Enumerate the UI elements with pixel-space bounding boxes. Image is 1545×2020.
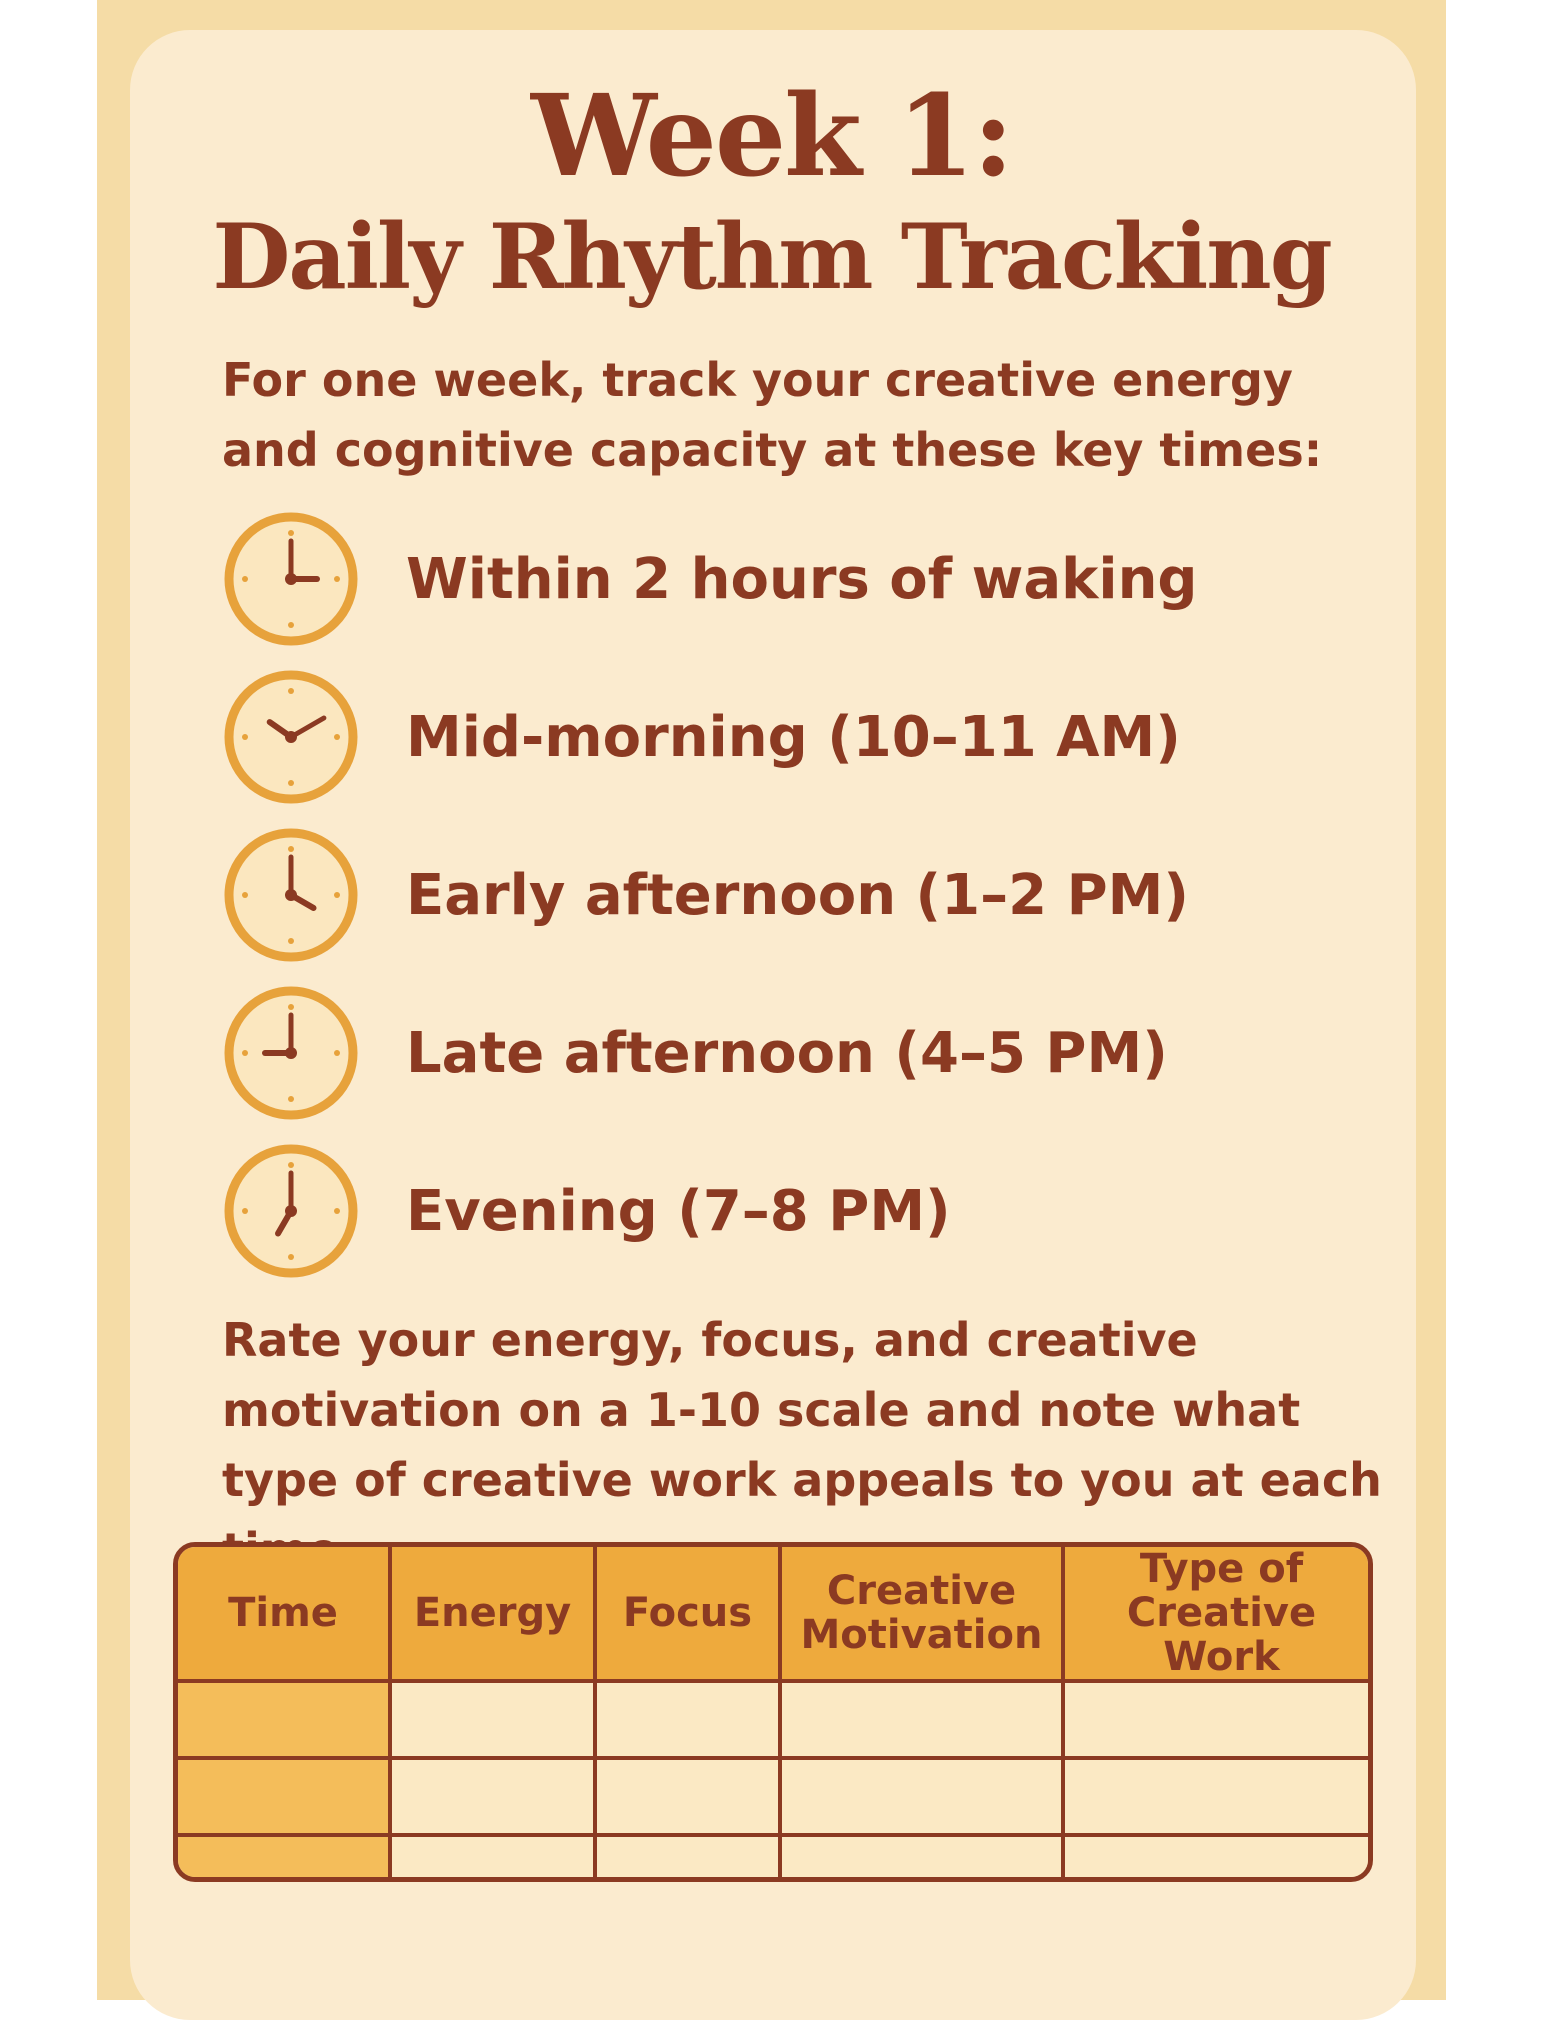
motivation-cell[interactable]	[780, 1681, 1063, 1758]
energy-cell[interactable]	[390, 1758, 595, 1835]
header-energy: Energy	[390, 1547, 595, 1681]
header-creative-motivation: Creative Motivation	[780, 1547, 1063, 1681]
work-type-cell[interactable]	[1063, 1758, 1373, 1835]
header-time: Time	[178, 1547, 390, 1681]
table-row	[178, 1758, 1373, 1835]
energy-cell[interactable]	[390, 1681, 595, 1758]
clock-icon	[222, 510, 360, 648]
time-item	[222, 826, 1372, 966]
time-label: Late afternoon (4–5 PM)	[406, 1021, 1168, 1086]
clock-icon	[222, 826, 360, 964]
time-item	[222, 984, 1372, 1124]
energy-cell[interactable]	[390, 1835, 595, 1882]
page-subtitle: Daily Rhythm Tracking	[212, 204, 1331, 310]
time-label: Within 2 hours of waking	[406, 547, 1198, 612]
table-row	[178, 1835, 1373, 1882]
focus-cell[interactable]	[595, 1835, 780, 1882]
time-label: Evening (7–8 PM)	[406, 1179, 951, 1244]
tracking-table	[173, 1542, 1373, 1882]
motivation-cell[interactable]	[780, 1835, 1063, 1882]
focus-cell[interactable]	[595, 1758, 780, 1835]
intro-text: For one week, track your creative energy and cognitive capacity at these key times:	[222, 353, 1323, 477]
time-item	[222, 1142, 1372, 1282]
focus-cell[interactable]	[595, 1681, 780, 1758]
clock-icon	[222, 1142, 360, 1280]
clock-icon	[222, 984, 360, 1122]
table-row	[178, 1681, 1373, 1758]
page-title: Week 1:	[530, 71, 1013, 202]
time-item	[222, 668, 1372, 808]
time-cell[interactable]	[178, 1758, 390, 1835]
instructions-text: Rate your energy, focus, and creative motivation on a 1-10 scale and note what type of creative work appeals to you at each	[222, 1313, 1382, 1507]
time-item	[222, 510, 1372, 650]
time-cell[interactable]	[178, 1681, 390, 1758]
work-type-cell[interactable]	[1063, 1681, 1373, 1758]
clock-icon	[222, 668, 360, 806]
work-type-cell[interactable]	[1063, 1835, 1373, 1882]
header-focus: Focus	[595, 1547, 780, 1681]
header-type-of-creative-work: Type of Creative Work	[1063, 1547, 1373, 1681]
table-header-row	[178, 1547, 1373, 1681]
time-label: Early afternoon (1–2 PM)	[406, 863, 1189, 928]
motivation-cell[interactable]	[780, 1758, 1063, 1835]
time-cell[interactable]	[178, 1835, 390, 1882]
time-label: Mid-morning (10–11 AM)	[406, 705, 1181, 770]
